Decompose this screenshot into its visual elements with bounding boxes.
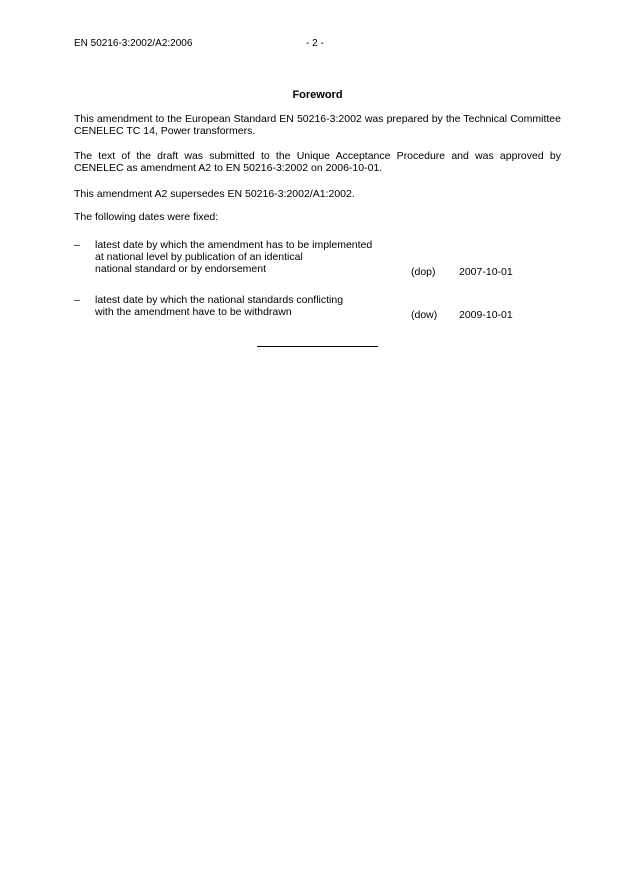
description-line: latest date by which the national standards conflicting [95,294,344,306]
date-item-description [95,239,415,275]
header-page-number: - 2 - [306,38,324,49]
date-item-description [95,294,415,318]
date-value: 2007-10-01 [459,266,513,278]
dash-bullet: – [74,294,80,306]
dash-bullet: – [74,239,80,251]
paragraph-dates-intro: The following dates were fixed: [74,211,219,223]
header-document-id: EN 50216-3:2002/A2:2006 [74,38,193,49]
description-line: with the amendment have to be withdrawn [95,306,292,318]
paragraph-supersedes: This amendment A2 supersedes EN 50216-3:2002/A1:2002. [74,188,355,200]
description-line: national standard or by endorsement [95,263,267,275]
page-title: Foreword [292,89,343,101]
date-value: 2009-10-01 [459,309,513,321]
description-line: latest date by which the amendment has to be implemented [95,239,373,251]
description-line: at national level by publication of an identical [95,251,303,263]
date-abbreviation: (dop) [411,266,436,278]
end-of-section-rule [257,346,378,347]
date-abbreviation: (dow) [411,309,438,321]
paragraph-prepared-by: This amendment to the European Standard EN 50216-3:2002 was prepared by the Technical Committee CENELEC TC 14, Power transformers. [74,113,561,137]
paragraph-approval: The text of the draft was submitted to the Unique Acceptance Procedure and was approved by CENELEC as amendment A2 to EN 50216-3:2002 on 2006-10-01. [74,150,561,174]
